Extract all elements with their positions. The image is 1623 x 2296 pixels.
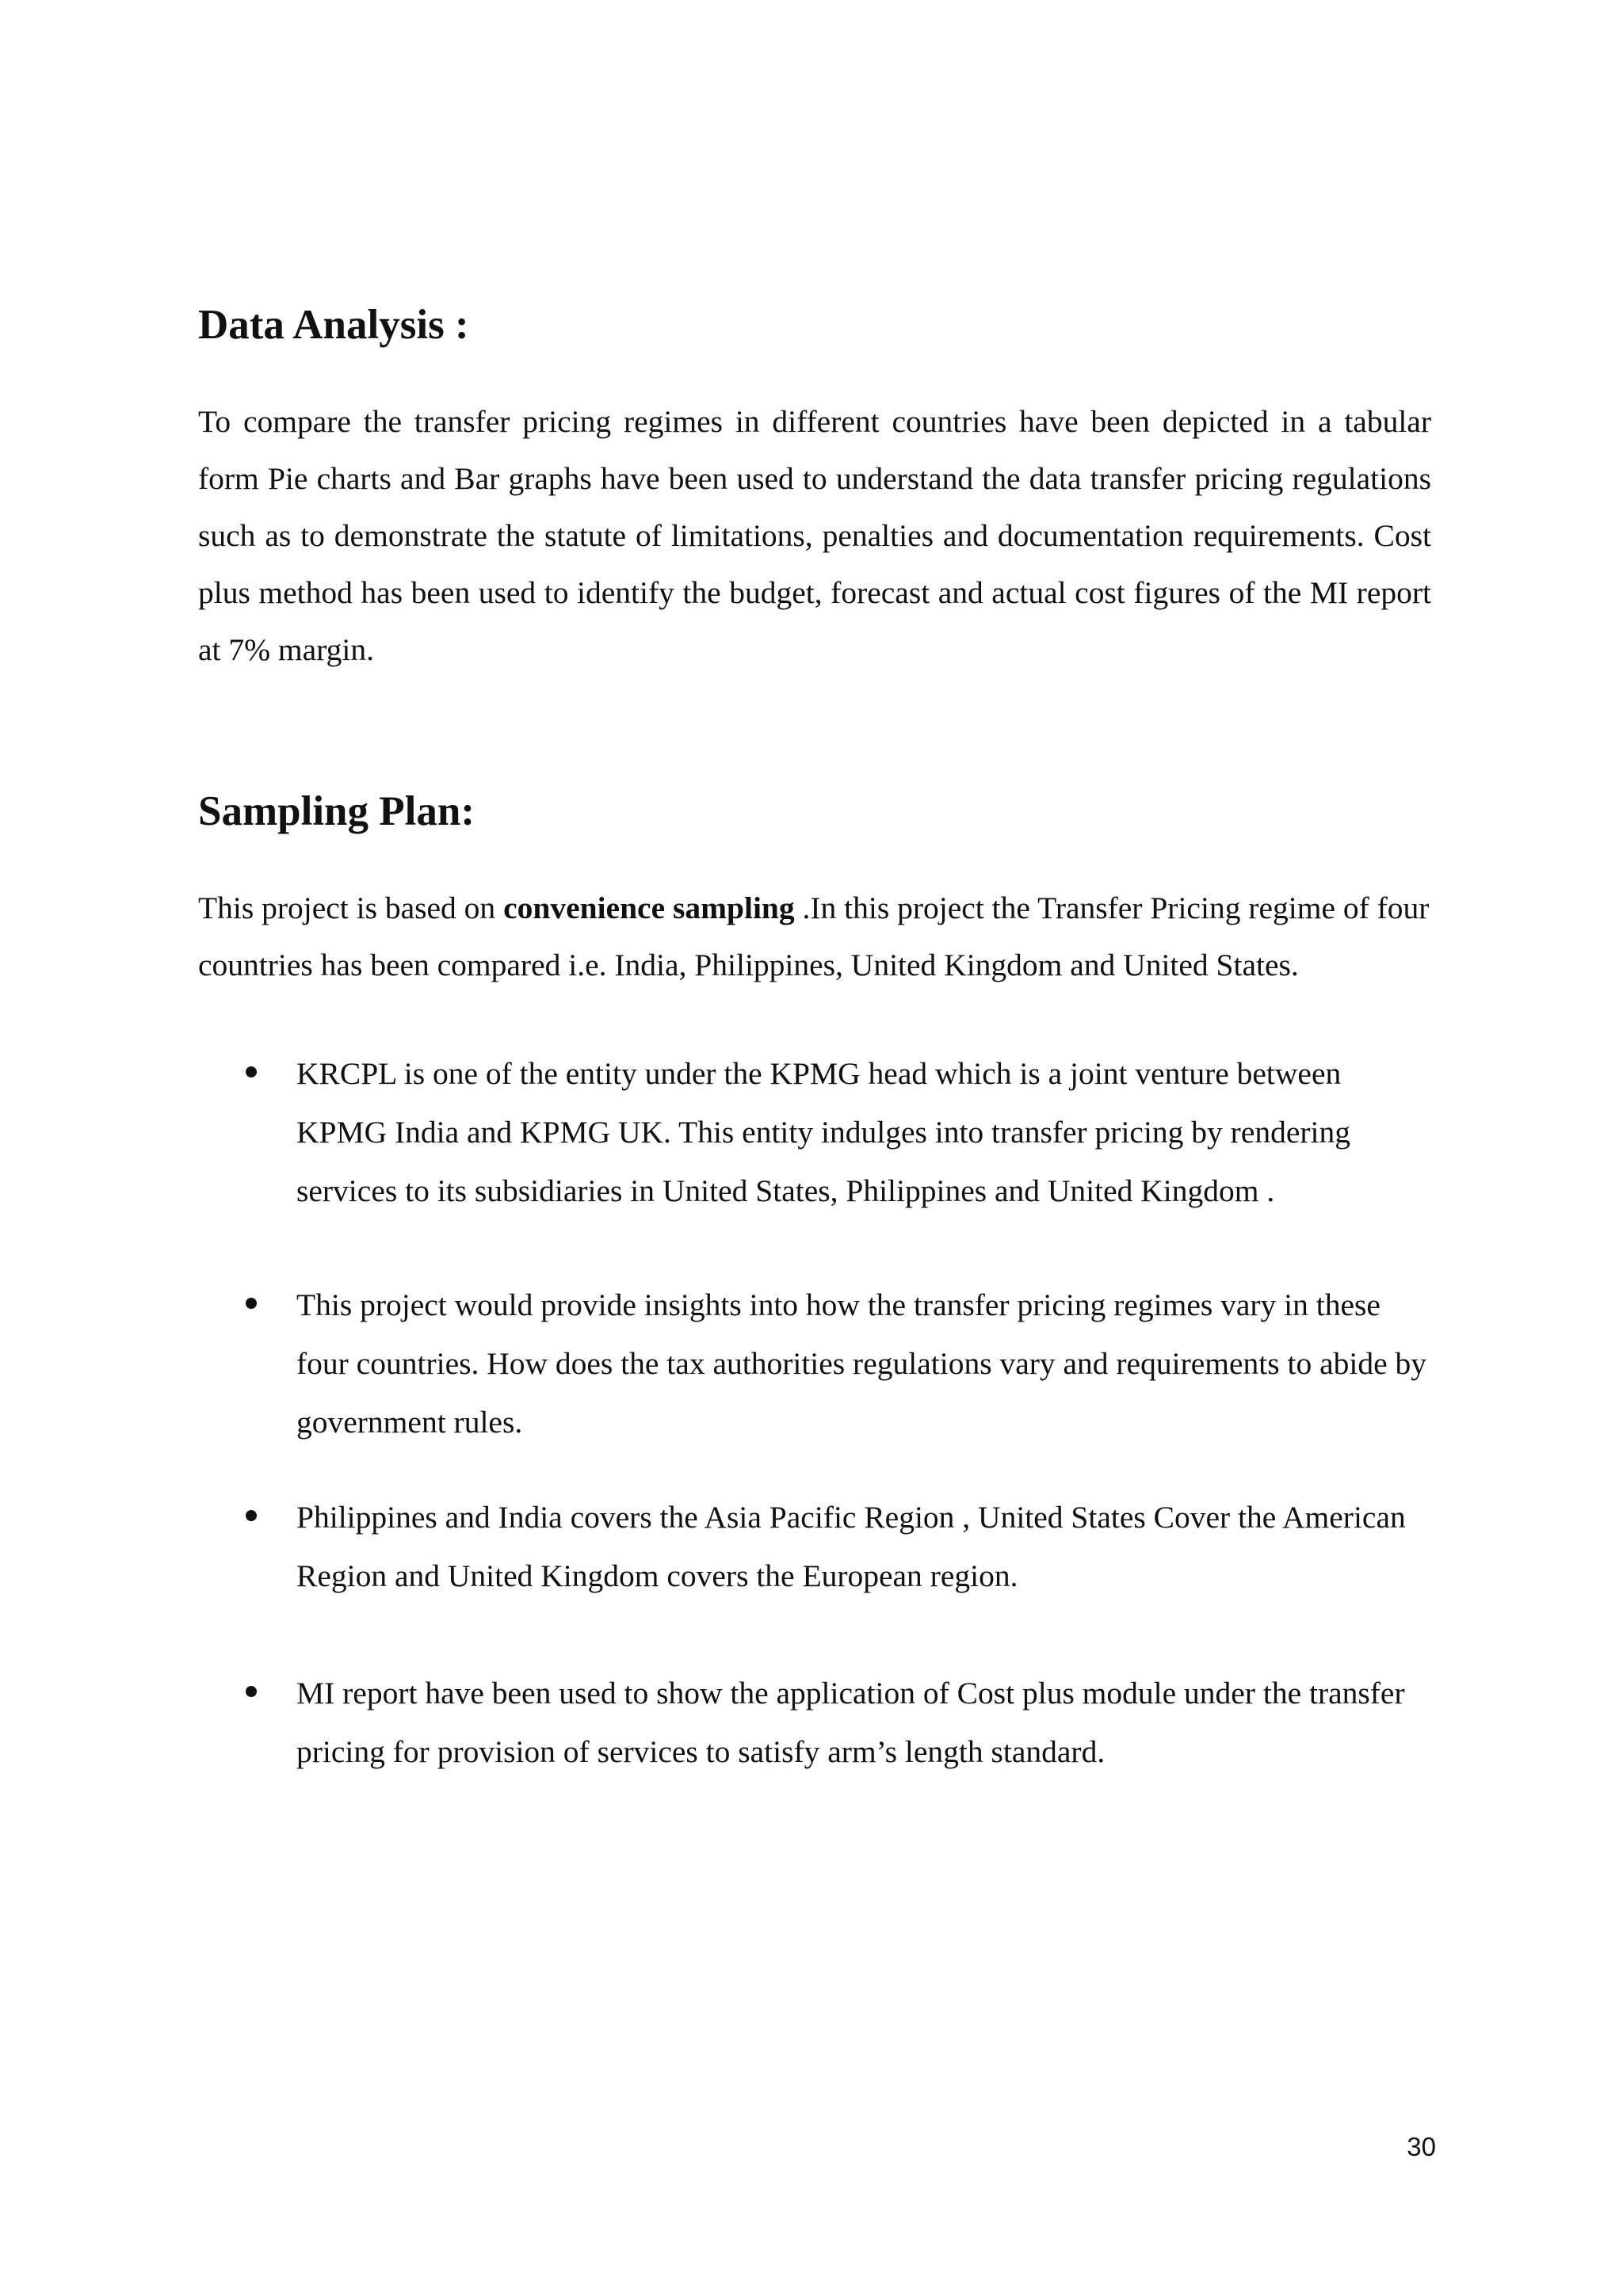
bullet-text: MI report have been used to show the application of Cost plus module under the transfer pricing for provision of services to satisfy arm’s length standard. — [296, 1676, 1405, 1769]
bullet-icon — [246, 1066, 257, 1077]
bullet-icon — [246, 1510, 257, 1521]
bullet-icon — [246, 1686, 257, 1697]
bullet-icon — [246, 1298, 257, 1309]
sampling-plan-heading: Sampling Plan: — [198, 788, 475, 834]
sampling-intro-after: .In this project the Transfer Pricing regime of four countries has been compared i.e. India, Philippines, United Kingdom and United States. — [198, 891, 1430, 982]
sampling-intro-before: This project is based on — [198, 891, 504, 925]
sampling-intro-bold: convenience sampling — [503, 891, 795, 925]
bullet-text: Philippines and India covers the Asia Pacific Region , United States Cover the American Region and United Kingdom covers the European region. — [296, 1500, 1406, 1593]
page-number: 30 — [1407, 2132, 1436, 2161]
bullet-text: KRCPL is one of the entity under the KPMG head which is a joint venture between KPMG India and KPMG UK. This entity indulges into transfer pricing by rendering services to its subsidiaries in United States, Philippines and United Kingdom . — [296, 1056, 1351, 1208]
sampling-plan-intro — [198, 879, 1431, 994]
data-analysis-heading: Data Analysis : — [198, 302, 469, 348]
data-analysis-paragraph: To compare the transfer pricing regimes in different countries have been depicted in a tabular form Pie charts and Bar graphs have been used to understand the data transfer pricing regulations such as to demonstrate the statute of limitations, penalties and documentation requirements. Cost plus method has been used to identify the budget, forecast and actual cost figures of the MI report at 7% margin. — [198, 404, 1431, 667]
bullet-text: This project would provide insights into how the transfer pricing regimes vary in these four countries. How does the tax authorities regulations vary and requirements to abide by government rules. — [296, 1287, 1426, 1440]
